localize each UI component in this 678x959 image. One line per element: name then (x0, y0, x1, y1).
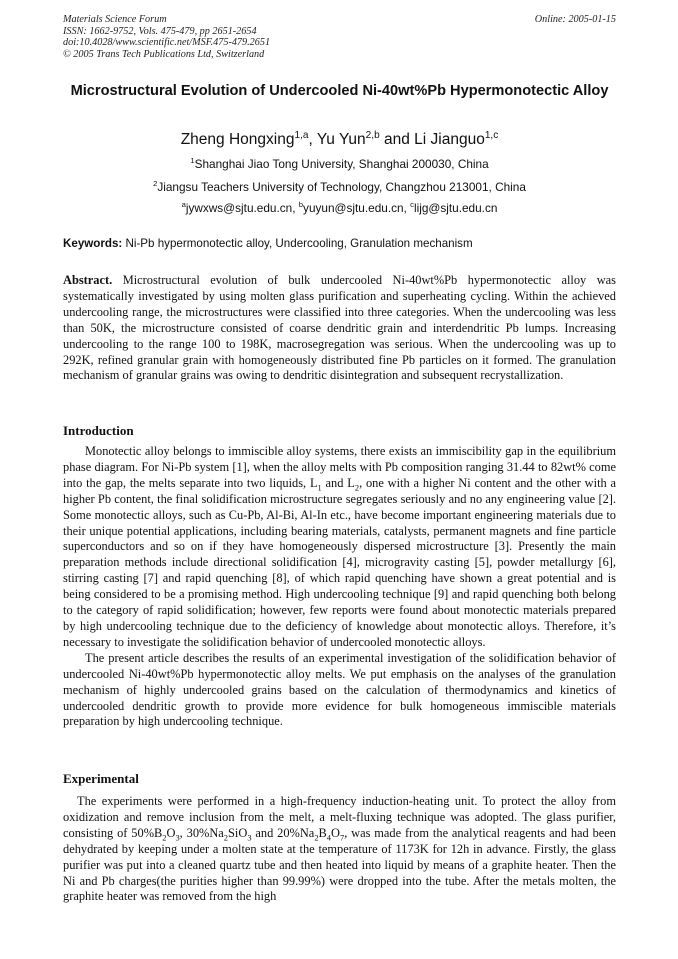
introduction-heading: Introduction (63, 423, 134, 438)
subscript: 4 (326, 832, 332, 843)
subscript: 2 (162, 832, 167, 843)
doi-line: doi:10.4028/www.scientific.net/MSF.475-479.2651 (63, 37, 271, 49)
keywords (63, 236, 616, 251)
email-line (63, 201, 616, 216)
keywords-label: Keywords: (63, 237, 123, 250)
email-text: lijg@sjtu.edu.cn (413, 201, 498, 215)
journal-header (63, 14, 616, 60)
affiliation-mark: 2 (153, 179, 158, 189)
subscript: 2 (223, 832, 229, 843)
author-affiliation-mark: 1,c (484, 129, 499, 141)
abstract (63, 273, 616, 384)
text-run: The experiments were performed in a high-frequency induction-heating unit. To protect the alloy from oxidization and remove inclusion from the melt, a melt-fluxing technique was adopted. The glass purifier, consisting of 50%B (63, 794, 616, 840)
journal-name: Materials Science Forum (63, 14, 167, 25)
keywords-text: Ni-Pb hypermonotectic alloy, Undercooling, Granulation mechanism (122, 237, 473, 250)
text-run: O (166, 825, 176, 840)
online-date: Online: 2005-01-15 (534, 14, 616, 25)
subscript: 2 (314, 832, 319, 843)
author-affiliation-mark: 1,a (294, 129, 309, 141)
subscript: 3 (175, 832, 180, 843)
text-run: B (318, 825, 327, 840)
author-list (63, 130, 616, 150)
text-run: , one with a higher Ni content and the other with a higher Pb content, the final solidification microstructure segregates seriously and no any engineering value [2]. Some monotectic alloys, such as Cu-Pb, Al-Bi, Al-In etc., have become important engineering materials due to their unique potential applications, including bearing materials, catalysts, permanent magnets and fine particle superconductors and so on if they have homogeneously dispersed microstructure [3]. Presently the main preparation methods include directional solidification [4], microgravity casting [5], powder metallurgy [6], stirring casting [7] and rapid quenching [8], of which rapid quenching have shown a great potential and is being considered to be a promising method. High undercooling technique [9] and rapid quenching both belong to the category of rapid solidification; however, few reports were found about monotectic materials prepared by high undercooling technique due to the deficiency of knowledge about monotectic alloys. Therefore, it’s necessary to investigate the solidification behavior of undercooled monotectic alloys. (63, 475, 617, 649)
email-text: yuyun@sjtu.edu.cn, (303, 201, 411, 215)
abstract-label: Abstract. (63, 273, 113, 287)
issn-line: ISSN: 1662-9752, Vols. 475-479, pp 2651-2654 (63, 25, 257, 37)
subscript: 2 (354, 482, 360, 493)
text-run: Monotectic alloy belongs to immiscible alloy systems, there exists an immiscibility gap in the equilibrium phase diagram. For Ni-Pb system [1], when the alloy melts with Pb composition ranging 31.44 to 82wt% come into the gap, the melts separate into two liquids, L (63, 444, 616, 490)
introduction-body (63, 444, 616, 730)
text-run: , 30%Na (179, 825, 224, 840)
introduction-paragraph-2: The present article describes the results of an experimental investigation of the solidification behavior of undercooled Ni-40wt%Pb hypermonotectic alloy melts. We put emphasis on the analyses of the granulation mechanism of highly undercooled grains based on the calculation of thermodynamics and kinetics of undercooled dendritic growth to provide more evidence for bulk homogeneous immiscible materials preparation by high undercooling technique. (63, 650, 616, 729)
email-text: jywxws@sjtu.edu.cn, (185, 201, 299, 215)
author-name: Zheng Hongxing (180, 131, 295, 148)
email-mark: a (181, 200, 186, 210)
author-separator: and (379, 131, 415, 148)
subscript: 1 (317, 482, 322, 493)
affiliation-mark: 1 (190, 156, 195, 166)
abstract-text: Microstructural evolution of bulk undercooled Ni-40wt%Pb hypermonotectic alloy was systematically investigated by using molten glass purification and superheating cycling. Within the achieved undercooling range, the microstructures were classified into three categories. When the undercooling was less than 50K, the microstructure consisted of coarse dendritic grain and interdendritic Pb lumps. Increasing undercooling to the range 100 to 198K, macrosegregation was serious. When the undercooling was up to 292K, refined granular grain with homogeneously distributed fine Pb particles on it formed. The granulation mechanism of granular grains was owing to dendritic disintegration and subsequent recrystallization. (63, 273, 616, 383)
text-run: O (331, 825, 340, 840)
copyright-line: © 2005 Trans Tech Publications Ltd, Switzerland (63, 48, 265, 60)
paper-title: Microstructural Evolution of Undercooled Ni-40wt%Pb Hypermonotectic Alloy (70, 83, 609, 99)
author-name: Li Jianguo (414, 131, 485, 148)
subscript: 3 (247, 832, 252, 843)
email-mark: b (298, 200, 304, 210)
affiliation-text: Jiangsu Teachers University of Technology, Changzhou 213001, China (157, 180, 526, 194)
experimental-body (63, 794, 616, 905)
author-affiliation-mark: 2,b (365, 129, 380, 141)
text-run: , was made from the analytical reagents and had been dehydrated by keeping under a molten state at the temperature of 1173K for 12h in advance. Firstly, the glass purifier was put into a cleaned quartz tube and then heated into liquid by means of a graphite heater. Then the Ni and Pb charges(the purities higher than 99.99%) were dropped into the tube. After the metals molten, the graphite heater was removed from the high (63, 825, 616, 904)
text-run: and L (321, 475, 355, 490)
affiliation-1 (63, 157, 616, 172)
text-run: SiO (228, 825, 248, 840)
affiliation-text: Shanghai Jiao Tong University, Shanghai 200030, China (194, 157, 489, 171)
experimental-paragraph-1 (63, 794, 616, 905)
affiliation-2 (63, 180, 616, 195)
introduction-paragraph-1 (63, 444, 616, 651)
author-separator: , (308, 131, 317, 148)
subscript: 7 (339, 832, 345, 843)
experimental-heading: Experimental (63, 771, 139, 786)
email-mark: c (410, 200, 414, 210)
text-run: and 20%Na (251, 825, 315, 840)
author-name: Yu Yun (316, 131, 366, 148)
